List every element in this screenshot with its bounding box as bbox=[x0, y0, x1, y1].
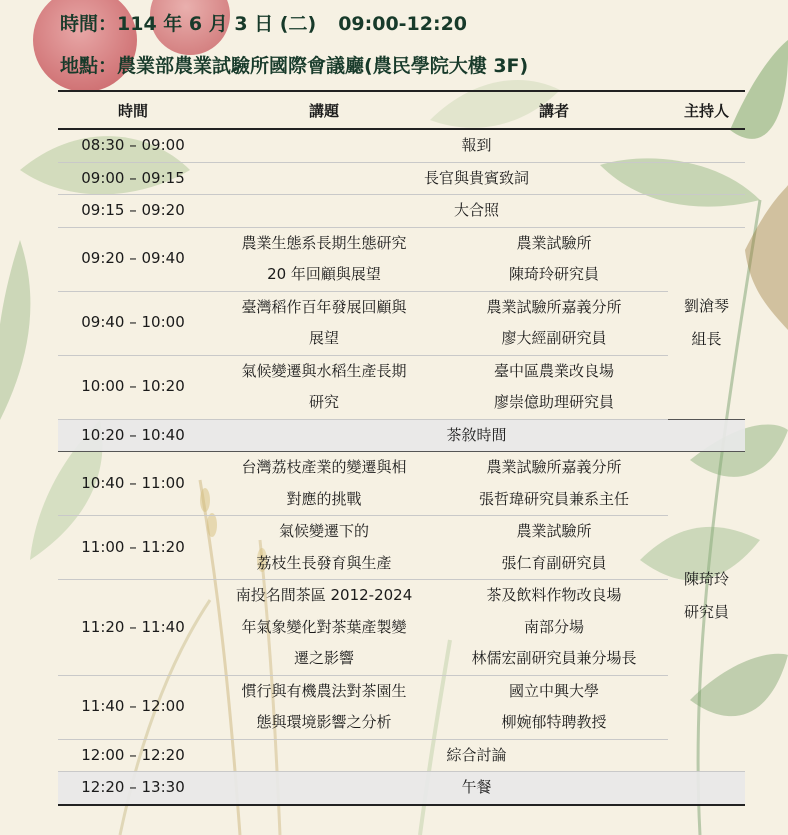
event-location: 農業部農業試驗所國際會議廳(農民學院大樓 3F) bbox=[117, 55, 529, 77]
speaker-line: 國立中興大學 bbox=[508, 681, 599, 700]
speaker-line: 林儒宏副研究員兼分場長 bbox=[471, 649, 637, 667]
row-topic bbox=[208, 516, 440, 580]
col-header-time: 時間 bbox=[58, 91, 208, 129]
time-label: 時間： bbox=[60, 13, 118, 35]
topic-line: 台灣荔枝產業的變遷與相 bbox=[241, 458, 407, 476]
speaker-line: 農業試驗所嘉義分所 bbox=[486, 297, 622, 316]
row-time: 11:40 – 12:00 bbox=[58, 675, 208, 739]
event-time-line bbox=[60, 9, 467, 36]
host-name: 陳琦玲 bbox=[683, 569, 729, 588]
event-location-line bbox=[60, 51, 528, 78]
host-title: 組長 bbox=[691, 330, 722, 348]
row-speaker bbox=[440, 516, 668, 580]
table-row bbox=[58, 291, 745, 355]
row-time: 09:20 – 09:40 bbox=[58, 227, 208, 291]
row-topic bbox=[208, 452, 440, 516]
topic-line: 態與環境影響之分析 bbox=[256, 713, 392, 731]
row-topic bbox=[208, 580, 440, 676]
topic-line: 南投名間茶區 2012-2024 bbox=[235, 586, 413, 604]
table-row bbox=[58, 227, 745, 291]
topic-line: 荔枝生長發育與生產 bbox=[256, 553, 392, 572]
speaker-line: 張哲瑋研究員兼系主任 bbox=[478, 489, 629, 508]
row-speaker bbox=[440, 227, 668, 291]
table-row bbox=[58, 162, 745, 195]
row-topic bbox=[208, 291, 440, 355]
table-row bbox=[58, 580, 745, 676]
col-header-host: 主持人 bbox=[668, 91, 745, 129]
topic-line: 展望 bbox=[308, 329, 339, 347]
topic-line: 遷之影響 bbox=[293, 649, 354, 667]
row-speaker bbox=[440, 452, 668, 516]
row-activity: 大合照 bbox=[208, 195, 745, 228]
table-row bbox=[58, 675, 745, 739]
speaker-line: 農業試驗所嘉義分所 bbox=[486, 458, 622, 476]
topic-line: 氣候變遷下的 bbox=[278, 522, 369, 540]
row-speaker bbox=[440, 675, 668, 739]
topic-line: 20 年回顧與展望 bbox=[267, 265, 381, 283]
row-activity: 報到 bbox=[208, 129, 745, 162]
row-time: 11:20 – 11:40 bbox=[58, 580, 208, 676]
row-activity: 茶敘時間 bbox=[208, 419, 745, 452]
row-topic bbox=[208, 675, 440, 739]
table-row bbox=[58, 452, 745, 516]
speaker-line: 臺中區農業改良場 bbox=[493, 361, 614, 380]
table-row bbox=[58, 195, 745, 228]
row-speaker bbox=[440, 291, 668, 355]
host-cell-late-morning bbox=[668, 452, 745, 740]
topic-line: 慣行與有機農法對茶園生 bbox=[241, 681, 407, 700]
row-time: 09:00 – 09:15 bbox=[58, 162, 208, 195]
table-row bbox=[58, 739, 745, 772]
host-name: 劉滄琴 bbox=[683, 297, 729, 315]
row-time: 08:30 – 09:00 bbox=[58, 129, 208, 162]
row-time: 12:20 – 13:30 bbox=[58, 772, 208, 805]
speaker-line: 茶及飲料作物改良場 bbox=[486, 586, 622, 604]
table-header-row bbox=[58, 91, 745, 129]
row-topic bbox=[208, 227, 440, 291]
row-time: 11:00 – 11:20 bbox=[58, 516, 208, 580]
topic-line: 氣候變遷與水稻生產長期 bbox=[241, 361, 407, 380]
schedule-table bbox=[58, 90, 745, 806]
table-row bbox=[58, 516, 745, 580]
topic-line: 農業生態系長期生態研究 bbox=[241, 233, 407, 252]
topic-line: 研究 bbox=[308, 393, 339, 411]
speaker-line: 南部分場 bbox=[523, 617, 584, 636]
speaker-line: 柳婉郁特聘教授 bbox=[501, 713, 607, 731]
event-time: 09:00-12:20 bbox=[338, 13, 468, 35]
row-speaker bbox=[440, 580, 668, 676]
location-label: 地點： bbox=[60, 55, 118, 77]
row-activity: 長官與貴賓致詞 bbox=[208, 162, 745, 195]
table-row-break bbox=[58, 419, 745, 452]
row-activity: 午餐 bbox=[208, 772, 745, 805]
event-date: 114 年 6 月 3 日 (二) bbox=[117, 13, 317, 35]
topic-line: 臺灣稻作百年發展回顧與 bbox=[241, 297, 407, 316]
speaker-line: 農業試驗所 bbox=[516, 522, 592, 540]
topic-line: 年氣象變化對茶葉產製變 bbox=[241, 617, 407, 636]
table-row bbox=[58, 129, 745, 162]
row-time: 12:00 – 12:20 bbox=[58, 739, 208, 772]
table-row bbox=[58, 355, 745, 419]
row-time: 09:40 – 10:00 bbox=[58, 291, 208, 355]
row-topic bbox=[208, 355, 440, 419]
speaker-line: 廖大經副研究員 bbox=[501, 329, 607, 347]
host-title: 研究員 bbox=[683, 602, 729, 621]
row-time: 10:20 – 10:40 bbox=[58, 419, 208, 452]
col-header-topic: 講題 bbox=[208, 91, 440, 129]
row-activity: 綜合討論 bbox=[208, 739, 745, 772]
row-time: 09:15 – 09:20 bbox=[58, 195, 208, 228]
speaker-line: 廖崇億助理研究員 bbox=[493, 393, 614, 411]
row-speaker bbox=[440, 355, 668, 419]
speaker-line: 農業試驗所 bbox=[516, 233, 592, 252]
speaker-line: 陳琦玲研究員 bbox=[508, 265, 599, 283]
col-header-speaker: 講者 bbox=[440, 91, 668, 129]
table-row-lunch bbox=[58, 772, 745, 805]
host-cell-morning bbox=[668, 227, 745, 419]
row-time: 10:00 – 10:20 bbox=[58, 355, 208, 419]
topic-line: 對應的挑戰 bbox=[286, 489, 362, 508]
speaker-line: 張仁育副研究員 bbox=[501, 553, 607, 572]
row-time: 10:40 – 11:00 bbox=[58, 452, 208, 516]
